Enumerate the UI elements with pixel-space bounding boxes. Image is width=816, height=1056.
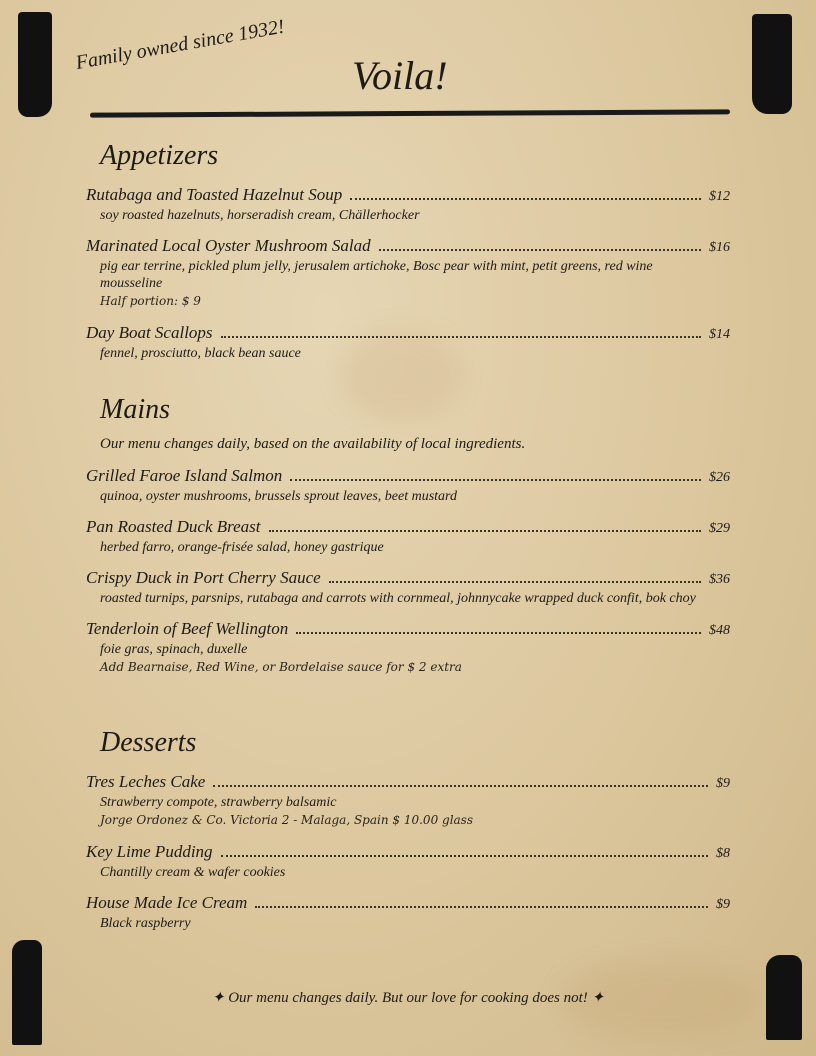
item-name: Tres Leches Cake — [86, 772, 206, 791]
dot-leader — [296, 632, 701, 634]
item-note: Add Bearnaise, Red Wine, or Bordelaise sauce for $ 2 extra — [100, 660, 462, 674]
item-description: pig ear terrine, pickled plum jelly, jerusalem artichoke, Bosc pear with mint, petit greens, red wine mousseline — [100, 259, 653, 291]
dot-leader — [221, 336, 701, 338]
item-description: roasted turnips, parsnips, rutabaga and carrots with cornmeal, johnnycake wrapped duck confit, bok choy — [100, 591, 696, 606]
dot-leader — [255, 906, 708, 908]
item-price: $14 — [709, 327, 730, 342]
restaurant-title: Voila! — [352, 53, 448, 98]
item-price: $26 — [709, 470, 730, 485]
section-heading: Appetizers — [100, 140, 219, 171]
appetizers-section — [86, 140, 730, 373]
item-price: $9 — [716, 776, 730, 791]
item-description: herbed farro, orange-frisée salad, honey gastrique — [100, 540, 384, 555]
item-name: House Made Ice Cream — [86, 893, 248, 912]
corner-ornament — [18, 12, 52, 117]
item-description: foie gras, spinach, duxelle — [100, 642, 248, 657]
menu-item — [86, 322, 730, 362]
footer-message: ✦ Our menu changes daily. But our love for cooking does not! ✦ — [211, 990, 605, 1006]
item-description: Black raspberry — [100, 916, 191, 931]
menu-item — [86, 465, 730, 505]
item-name: Grilled Faroe Island Salmon — [86, 466, 283, 485]
menu-item — [86, 771, 730, 830]
item-name: Marinated Local Oyster Mushroom Salad — [86, 236, 371, 255]
item-note: Jorge Ordonez & Co. Victoria 2 - Malaga, Spain $ 10.00 glass — [100, 813, 474, 827]
item-note: Half portion: $ 9 — [100, 294, 201, 308]
item-price: $29 — [709, 521, 730, 536]
item-name: Rutabaga and Toasted Hazelnut Soup — [86, 185, 343, 204]
item-price: $9 — [716, 897, 730, 912]
dot-leader — [350, 198, 701, 200]
dot-leader — [290, 479, 701, 481]
dot-leader — [213, 785, 708, 787]
item-name: Key Lime Pudding — [86, 842, 213, 861]
menu-item — [86, 892, 730, 932]
item-name: Crispy Duck in Port Cherry Sauce — [86, 568, 321, 587]
menu-item — [86, 184, 730, 224]
item-price: $16 — [709, 240, 730, 255]
menu-item — [86, 567, 730, 607]
item-price: $8 — [716, 846, 730, 861]
menu-item — [86, 841, 730, 881]
item-description: quinoa, oyster mushrooms, brussels sprout leaves, beet mustard — [100, 489, 457, 504]
item-description: Strawberry compote, strawberry balsamic — [100, 795, 337, 810]
section-heading: Desserts — [100, 727, 197, 758]
item-description: soy roasted hazelnuts, horseradish cream, Chällerhocker — [100, 208, 420, 223]
item-name: Day Boat Scallops — [86, 323, 213, 342]
dot-leader — [221, 855, 708, 857]
tagline: Family owned since 1932! — [74, 15, 287, 75]
mains-section — [86, 394, 730, 688]
item-price: $48 — [709, 623, 730, 638]
desserts-section — [86, 727, 730, 943]
dot-leader — [379, 249, 701, 251]
section-note: Our menu changes daily, based on the availability of local ingredients. — [100, 436, 526, 452]
item-description: fennel, prosciutto, black bean sauce — [100, 346, 301, 361]
menu-item — [86, 235, 730, 311]
corner-ornament — [752, 14, 792, 114]
item-description: Chantilly cream & wafer cookies — [100, 865, 286, 880]
section-heading: Mains — [100, 394, 170, 425]
header-divider — [90, 109, 730, 117]
dot-leader — [329, 581, 701, 583]
menu-item — [86, 516, 730, 556]
dot-leader — [269, 530, 701, 532]
item-price: $36 — [709, 572, 730, 587]
menu-item — [86, 618, 730, 677]
item-name: Pan Roasted Duck Breast — [86, 517, 261, 536]
item-name: Tenderloin of Beef Wellington — [86, 619, 289, 638]
item-price: $12 — [709, 189, 730, 204]
